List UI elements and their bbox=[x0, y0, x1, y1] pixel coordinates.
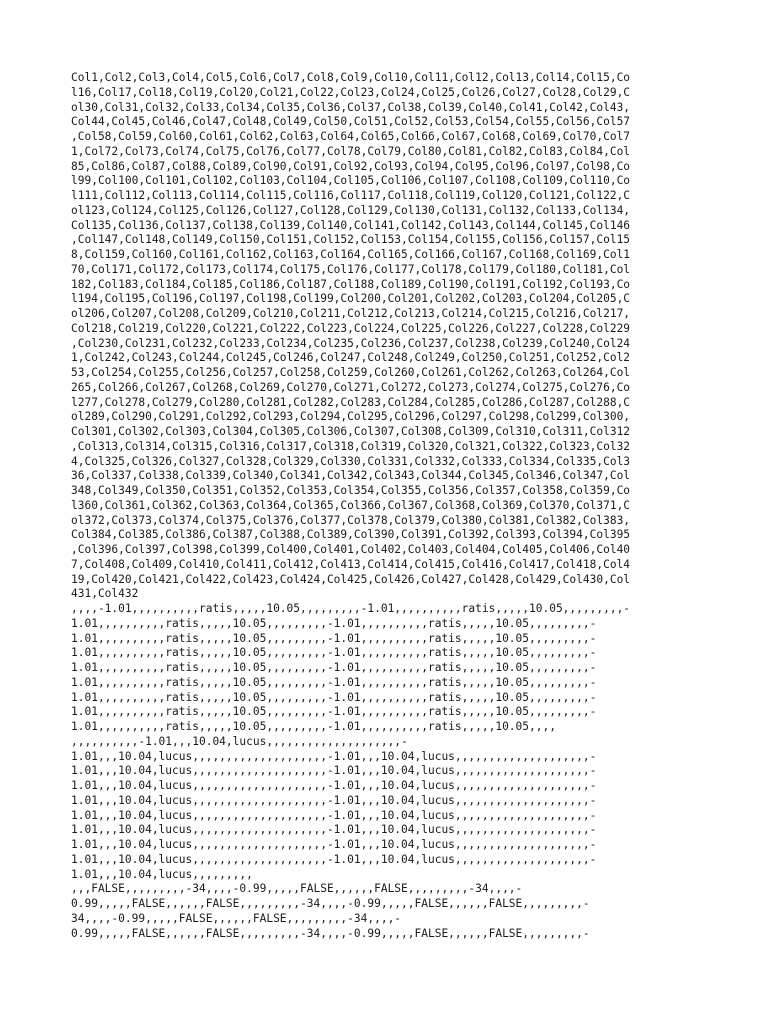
text-line: 431,Col432 bbox=[71, 587, 139, 601]
text-line: l99,Col100,Col101,Col102,Col103,Col104,Col105,Col106,Col107,Col108,Col109,Col110,Co bbox=[71, 174, 631, 188]
text-line: ,Col58,Col59,Col60,Col61,Col62,Col63,Col64,Col65,Col66,Col67,Col68,Col69,Col70,Col7 bbox=[71, 130, 631, 143]
csv-data-row-ratis bbox=[71, 602, 699, 735]
csv-document bbox=[71, 71, 699, 941]
text-line: 1.01,,,,,,,,,,ratis,,,,,10.05,,,,,,,,,-1.01,,,,,,,,,,ratis,,,,,10.05,,,,,,,,,- bbox=[71, 675, 597, 689]
text-line: ol289,Col290,Col291,Col292,Col293,Col294,Col295,Col296,Col297,Col298,Col299,Col300, bbox=[71, 410, 631, 424]
text-line: 4,Col325,Col326,Col327,Col328,Col329,Col330,Col331,Col332,Col333,Col334,Col335,Col3 bbox=[71, 454, 631, 468]
text-line: 1,Col72,Col73,Col74,Col75,Col76,Col77,Col78,Col79,Col80,Col81,Col82,Col83,Col84,Col bbox=[71, 144, 631, 158]
text-line: l111,Col112,Col113,Col114,Col115,Col116,Col117,Col118,Col119,Col120,Col121,Col122,C bbox=[71, 189, 631, 202]
text-line: 1.01,,,,,,,,,,ratis,,,,,10.05,,,,,,,,,-1.01,,,,,,,,,,ratis,,,,,10.05,,,,,,,,,- bbox=[71, 646, 597, 660]
text-line: Col218,Col219,Col220,Col221,Col222,Col223,Col224,Col225,Col226,Col227,Col228,Col229 bbox=[71, 321, 631, 335]
text-line: 34,,,,-0.99,,,,,FALSE,,,,,,FALSE,,,,,,,,,-34,,,,- bbox=[71, 911, 402, 925]
text-line: ,Col313,Col314,Col315,Col316,Col317,Col318,Col319,Col320,Col321,Col322,Col323,Col32 bbox=[71, 439, 631, 453]
text-line: 348,Col349,Col350,Col351,Col352,Col353,Col354,Col355,Col356,Col357,Col358,Col359,Co bbox=[71, 484, 631, 497]
text-line: 0.99,,,,,FALSE,,,,,,FALSE,,,,,,,,,-34,,,,-0.99,,,,,FALSE,,,,,,FALSE,,,,,,,,,- bbox=[71, 897, 590, 910]
text-line: 53,Col254,Col255,Col256,Col257,Col258,Col259,Col260,Col261,Col262,Col263,Col264,Col bbox=[71, 366, 631, 379]
text-line: 1.01,,,10.04,lucus,,,,,,,,,,,,,,,,,,,,-1.01,,,10.04,lucus,,,,,,,,,,,,,,,,,,,,- bbox=[71, 823, 597, 837]
text-line: 1,Col242,Col243,Col244,Col245,Col246,Col247,Col248,Col249,Col250,Col251,Col252,Col2 bbox=[71, 351, 631, 365]
csv-header-row bbox=[71, 71, 699, 602]
text-line: ,Col147,Col148,Col149,Col150,Col151,Col152,Col153,Col154,Col155,Col156,Col157,Col15 bbox=[71, 233, 631, 247]
text-line: ol30,Col31,Col32,Col33,Col34,Col35,Col36,Col37,Col38,Col39,Col40,Col41,Col42,Col43, bbox=[71, 100, 631, 114]
text-line: 1.01,,,10.04,lucus,,,,,,,,,,,,,,,,,,,,-1.01,,,10.04,lucus,,,,,,,,,,,,,,,,,,,,- bbox=[71, 764, 597, 778]
csv-data-row-lucus bbox=[71, 735, 699, 883]
text-line: 1.01,,,,,,,,,,ratis,,,,,10.05,,,,,,,,,-1.01,,,,,,,,,,ratis,,,,,10.05,,,, bbox=[71, 720, 556, 733]
text-line: ol372,Col373,Col374,Col375,Col376,Col377,Col378,Col379,Col380,Col381,Col382,Col383, bbox=[71, 513, 631, 527]
text-line: l194,Col195,Col196,Col197,Col198,Col199,Col200,Col201,Col202,Col203,Col204,Col205,C bbox=[71, 292, 631, 306]
text-line: 70,Col171,Col172,Col173,Col174,Col175,Col176,Col177,Col178,Col179,Col180,Col181,Col bbox=[71, 262, 631, 276]
text-line: ,,,,-1.01,,,,,,,,,,ratis,,,,,10.05,,,,,,,,,-1.01,,,,,,,,,,ratis,,,,,10.05,,,,,,,,,- bbox=[71, 602, 631, 615]
text-line: 1.01,,,10.04,lucus,,,,,,,,,,,,,,,,,,,,-1.01,,,10.04,lucus,,,,,,,,,,,,,,,,,,,,- bbox=[71, 838, 597, 851]
text-line: 1.01,,,10.04,lucus,,,,,,,,,,,,,,,,,,,,-1.01,,,10.04,lucus,,,,,,,,,,,,,,,,,,,,- bbox=[71, 779, 597, 792]
text-line: Col384,Col385,Col386,Col387,Col388,Col389,Col390,Col391,Col392,Col393,Col394,Col395 bbox=[71, 528, 631, 542]
text-line: ,,,,,,,,,,-1.01,,,10.04,lucus,,,,,,,,,,,,,,,,,,,,- bbox=[71, 734, 408, 748]
text-line: ,Col230,Col231,Col232,Col233,Col234,Col235,Col236,Col237,Col238,Col239,Col240,Col24 bbox=[71, 336, 631, 350]
text-line: 1.01,,,10.04,lucus,,,,,,,,,,,,,,,,,,,,-1.01,,,10.04,lucus,,,,,,,,,,,,,,,,,,,,- bbox=[71, 808, 597, 822]
csv-data-row-false bbox=[71, 882, 699, 941]
text-line: 1.01,,,,,,,,,,ratis,,,,,10.05,,,,,,,,,-1.01,,,,,,,,,,ratis,,,,,10.05,,,,,,,,,- bbox=[71, 690, 597, 704]
text-line: ,,,FALSE,,,,,,,,,-34,,,,-0.99,,,,,FALSE,,,,,,FALSE,,,,,,,,,-34,,,,- bbox=[71, 882, 523, 896]
text-line: l360,Col361,Col362,Col363,Col364,Col365,Col366,Col367,Col368,Col369,Col370,Col371,C bbox=[71, 498, 631, 512]
text-line: 1.01,,,10.04,lucus,,,,,,,,,,,,,,,,,,,,-1.01,,,10.04,lucus,,,,,,,,,,,,,,,,,,,,- bbox=[71, 852, 597, 866]
text-line: 0.99,,,,,FALSE,,,,,,FALSE,,,,,,,,,-34,,,,-0.99,,,,,FALSE,,,,,,FALSE,,,,,,,,,- bbox=[71, 926, 590, 940]
text-line: 85,Col86,Col87,Col88,Col89,Col90,Col91,Col92,Col93,Col94,Col95,Col96,Col97,Col98,Co bbox=[71, 159, 631, 173]
text-line: 19,Col420,Col421,Col422,Col423,Col424,Col425,Col426,Col427,Col428,Col429,Col430,Col bbox=[71, 572, 631, 586]
text-line: Col44,Col45,Col46,Col47,Col48,Col49,Col50,Col51,Col52,Col53,Col54,Col55,Col56,Col57 bbox=[71, 115, 631, 129]
text-line: 1.01,,,10.04,lucus,,,,,,,,,,,,,,,,,,,,-1.01,,,10.04,lucus,,,,,,,,,,,,,,,,,,,,- bbox=[71, 749, 597, 763]
text-line: l16,Col17,Col18,Col19,Col20,Col21,Col22,Col23,Col24,Col25,Col26,Col27,Col28,Col29,C bbox=[71, 85, 631, 99]
text-line: Col1,Col2,Col3,Col4,Col5,Col6,Col7,Col8,Col9,Col10,Col11,Col12,Col13,Col14,Col15,Co bbox=[71, 71, 631, 84]
text-line: Col301,Col302,Col303,Col304,Col305,Col306,Col307,Col308,Col309,Col310,Col311,Col312 bbox=[71, 425, 631, 438]
text-line: 8,Col159,Col160,Col161,Col162,Col163,Col164,Col165,Col166,Col167,Col168,Col169,Col1 bbox=[71, 248, 631, 261]
text-line: 1.01,,,,,,,,,,ratis,,,,,10.05,,,,,,,,,-1.01,,,,,,,,,,ratis,,,,,10.05,,,,,,,,,- bbox=[71, 661, 597, 674]
text-line: ,Col396,Col397,Col398,Col399,Col400,Col401,Col402,Col403,Col404,Col405,Col406,Col40 bbox=[71, 543, 631, 556]
text-line: 1.01,,,,,,,,,,ratis,,,,,10.05,,,,,,,,,-1.01,,,,,,,,,,ratis,,,,,10.05,,,,,,,,,- bbox=[71, 705, 597, 719]
text-line: l277,Col278,Col279,Col280,Col281,Col282,Col283,Col284,Col285,Col286,Col287,Col288,C bbox=[71, 395, 631, 409]
text-line: 265,Col266,Col267,Col268,Col269,Col270,Col271,Col272,Col273,Col274,Col275,Col276,Co bbox=[71, 380, 631, 394]
text-line: Col135,Col136,Col137,Col138,Col139,Col140,Col141,Col142,Col143,Col144,Col145,Col146 bbox=[71, 218, 631, 232]
text-line: ol206,Col207,Col208,Col209,Col210,Col211,Col212,Col213,Col214,Col215,Col216,Col217, bbox=[71, 307, 631, 320]
text-line: 1.01,,,,,,,,,,ratis,,,,,10.05,,,,,,,,,-1.01,,,,,,,,,,ratis,,,,,10.05,,,,,,,,,- bbox=[71, 631, 597, 645]
text-line: 1.01,,,10.04,lucus,,,,,,,,, bbox=[71, 867, 253, 881]
text-line: 1.01,,,10.04,lucus,,,,,,,,,,,,,,,,,,,,-1.01,,,10.04,lucus,,,,,,,,,,,,,,,,,,,,- bbox=[71, 793, 597, 807]
text-line: ol123,Col124,Col125,Col126,Col127,Col128,Col129,Col130,Col131,Col132,Col133,Col134, bbox=[71, 203, 631, 217]
text-line: 1.01,,,,,,,,,,ratis,,,,,10.05,,,,,,,,,-1.01,,,,,,,,,,ratis,,,,,10.05,,,,,,,,,- bbox=[71, 616, 597, 630]
text-line: 36,Col337,Col338,Col339,Col340,Col341,Col342,Col343,Col344,Col345,Col346,Col347,Col bbox=[71, 469, 631, 483]
text-line: 182,Col183,Col184,Col185,Col186,Col187,Col188,Col189,Col190,Col191,Col192,Col193,Co bbox=[71, 277, 631, 291]
text-line: 7,Col408,Col409,Col410,Col411,Col412,Col413,Col414,Col415,Col416,Col417,Col418,Col4 bbox=[71, 557, 631, 571]
